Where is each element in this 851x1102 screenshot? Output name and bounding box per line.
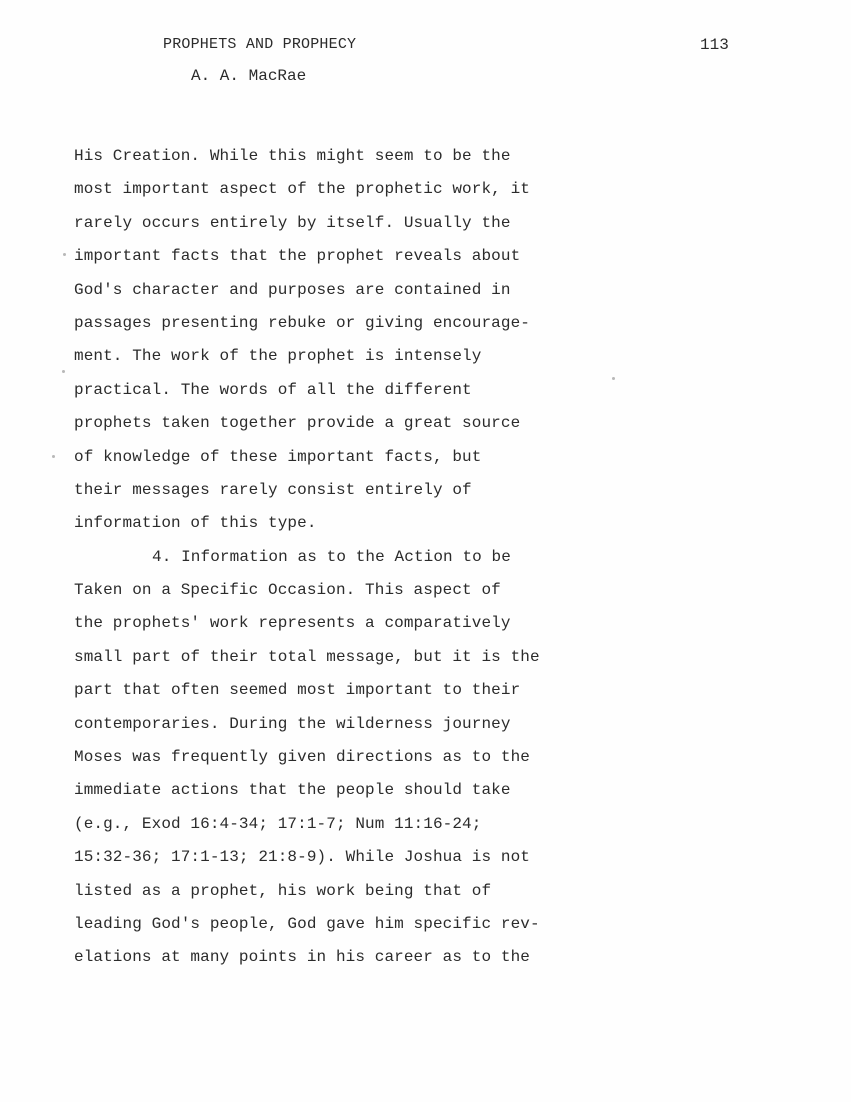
text-line: Taken on a Specific Occasion. This aspect of	[74, 581, 501, 600]
text-line: listed as a prophet, his work being that of	[74, 881, 492, 900]
text-line: ment. The work of the prophet is intensely	[74, 347, 482, 366]
section-heading-line: 4. Information as to the Action to be	[152, 547, 511, 566]
scan-speck	[63, 253, 66, 256]
text-line: (e.g., Exod 16:4-34; 17:1-7; Num 11:16-24;	[74, 814, 482, 833]
text-line: 15:32-36; 17:1-13; 21:8-9). While Joshua is not	[74, 848, 530, 867]
page-number: 113	[700, 36, 729, 54]
text-line: small part of their total message, but it is the	[74, 647, 540, 666]
text-line: their messages rarely consist entirely of	[74, 480, 472, 499]
text-line: His Creation. While this might seem to be the	[74, 147, 511, 165]
text-line: immediate actions that the people should take	[74, 781, 511, 800]
scan-speck	[62, 370, 65, 373]
body-text	[74, 146, 540, 981]
text-line: part that often seemed most important to their	[74, 681, 521, 700]
author-name: A. A. MacRae	[191, 67, 307, 85]
text-line: information of this type.	[74, 514, 317, 533]
text-line: rarely occurs entirely by itself. Usually the	[74, 213, 511, 232]
text-line: most important aspect of the prophetic work, it	[74, 180, 530, 199]
text-line: of knowledge of these important facts, but	[74, 447, 482, 466]
text-line: God's character and purposes are contained in	[74, 280, 511, 299]
scan-speck	[52, 455, 55, 458]
text-line: leading God's people, God gave him specific rev-	[74, 914, 540, 933]
text-line: passages presenting rebuke or giving encourage-	[74, 313, 530, 332]
scan-speck	[612, 377, 615, 380]
text-line: prophets taken together provide a great source	[74, 414, 521, 433]
text-line: important facts that the prophet reveals about	[74, 247, 521, 266]
text-line: practical. The words of all the different	[74, 380, 472, 399]
running-title: PROPHETS AND PROPHECY	[163, 36, 357, 53]
text-line: elations at many points in his career as to the	[74, 948, 530, 967]
text-line: the prophets' work represents a comparatively	[74, 614, 511, 633]
text-line: Moses was frequently given directions as to the	[74, 748, 530, 767]
text-line: contemporaries. During the wilderness journey	[74, 714, 511, 733]
